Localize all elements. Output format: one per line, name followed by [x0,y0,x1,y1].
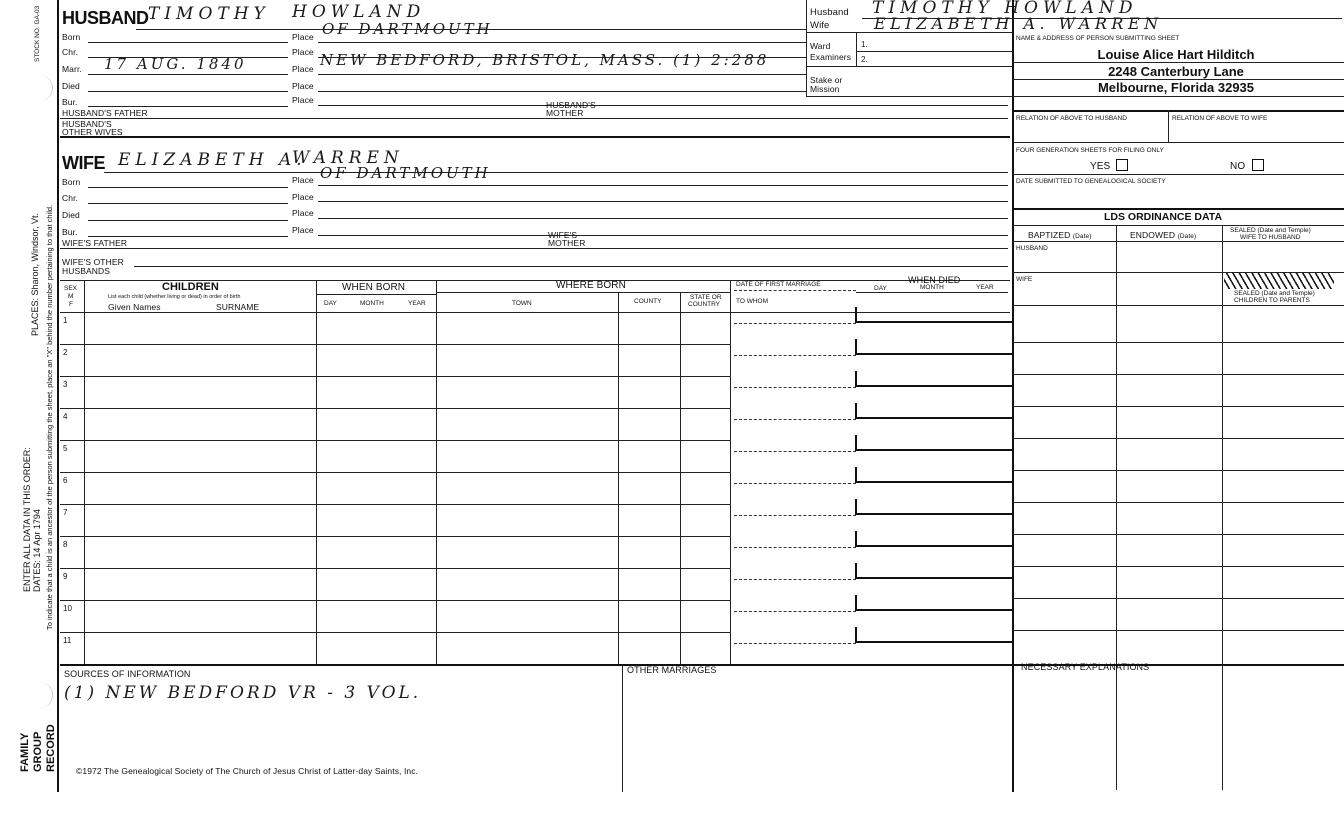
lds-header-line [1012,241,1344,242]
ward-divider [856,32,857,66]
ward-wife-value[interactable]: ELIZABETH A. WARREN [874,14,1163,33]
born-year-label: YEAR [408,300,426,307]
sealed-label-1: SEALED (Date and Temple) [1230,227,1311,234]
lds-title-line [1012,225,1344,226]
wife-other-husbands-label-2: HUSBANDS [62,266,111,276]
sources-label: SOURCES OF INFORMATION [64,669,191,679]
examiner-1-number: 1. [861,40,868,49]
husband-heading: HUSBAND [62,8,149,28]
wife-born-label: Born [62,177,81,187]
submitter-label: NAME & ADDRESS OF PERSON SUBMITTING SHEET [1016,35,1180,42]
yes-checkbox[interactable] [1116,159,1128,171]
wife-chr-place-line [318,201,1008,202]
child-died-box[interactable] [855,499,1012,515]
wife-bur-line [88,236,288,237]
other-marriages-label: OTHER MARRIAGES [627,665,717,675]
submitter-city[interactable]: Melbourne, Florida 32935 [1097,80,1255,95]
lds-row-line [1012,630,1344,631]
baptized-text: BAPTIZED [1028,230,1071,240]
husband-marr-place-label: Place [292,64,314,74]
lds-row-line [1012,374,1344,375]
child-row-line [60,440,730,441]
husband-given-name[interactable]: TIMOTHY [148,4,270,24]
child-marriage-dash [734,483,856,484]
state-label-2: COUNTRY [688,301,721,308]
lds-top [1012,208,1344,210]
examiners-label: Examiners [810,52,852,62]
endowed-label [1130,231,1196,241]
child-row-number: 3 [63,380,68,389]
husband-marr-label: Marr. [62,64,82,74]
child-row-line [60,472,730,473]
lds-children-header-line [1012,305,1344,306]
child-marriage-dash [734,579,856,580]
child-row-line [60,344,730,345]
child-row-number: 11 [63,636,72,645]
born-day-label: DAY [324,300,337,307]
child-row-line [60,536,730,537]
wife-name-line [104,172,1008,173]
lds-row-line [1012,342,1344,343]
husband-other-wives-label-1: HUSBAND'S [62,119,112,129]
lds-row-line [1012,598,1344,599]
husband-chr-label: Chr. [62,47,78,57]
wife-father-label: WIFE'S FATHER [62,238,128,248]
to-whom-label: TO WHOM [736,298,769,305]
relation-top [1012,110,1344,112]
child-row-number: 7 [63,508,68,517]
baptized-date-label: (Date) [1072,233,1092,240]
child-row-number: 4 [63,412,68,421]
lds-row-line [1012,438,1344,439]
husband-born-place-line [318,42,806,43]
lds-row-line [1012,406,1344,407]
baptized-label [1028,231,1092,241]
children-title: CHILDREN [162,281,219,293]
given-names-label: Given Names [108,302,161,312]
husband-other-wives-label-2: OTHER WIVES [62,127,123,137]
lds-row-line [1012,502,1344,503]
lds-col-1 [1116,225,1117,790]
child-died-box[interactable] [855,371,1012,387]
child-row-line [60,376,730,377]
husband-bur-place-line [318,105,1008,106]
husband-marr-place-line [318,74,806,75]
examiner-2-number: 2. [861,55,868,64]
husband-marr-place[interactable]: NEW BEDFORD, BRISTOL, MASS. (1) 2:288 [320,51,770,69]
wife-died-line [88,220,288,221]
wife-mother-label-1: WIFE'S [548,230,578,240]
left-border [57,0,59,792]
child-row-line [60,568,730,569]
wife-born-place[interactable]: OF DARTMOUTH [320,164,491,182]
child-marriage-dash [734,547,856,548]
four-gen-label: FOUR GENERATION SHEETS FOR FILING ONLY [1016,147,1164,154]
child-marriage-dash [734,323,856,324]
wife-died-label: Died [62,210,80,220]
sex-m-label: M [68,293,74,300]
when-died-label: WHEN DIED [908,275,961,285]
lds-wife-label: WIFE [1016,276,1033,283]
husband-died-line [88,91,288,92]
husband-bur-label: Bur. [62,97,78,107]
mission-label: Mission [810,84,840,94]
wife-born-place-label: Place [292,175,314,185]
wife-surname[interactable]: WARREN [292,148,404,168]
child-row-line [60,600,730,601]
relation-divider [1168,110,1169,142]
places-note: PLACES: Sharon, Windsor, Vt. [30,212,40,336]
col-county [680,292,681,664]
submitter-name[interactable]: Louise Alice Hart Hilditch [1097,47,1255,62]
wife-given-name[interactable]: ELIZABETH A. [118,150,307,170]
wife-chr-label: Chr. [62,193,78,203]
sealed-label-2: WIFE TO HUSBAND [1240,234,1301,241]
ward-husband-label: Husband [810,7,849,18]
wife-other-husbands-label-1: WIFE'S OTHER [62,257,124,267]
sex-label: SEX [64,285,78,292]
died-day-label: DAY [874,285,887,292]
husband-chr-place-label: Place [292,47,314,57]
stake-label: Stake or [810,75,843,85]
sealed-hatch [1224,273,1334,289]
child-died-box[interactable] [855,467,1012,483]
child-row-line [60,504,730,505]
wife-born-line [88,187,288,188]
child-died-box[interactable] [855,435,1012,451]
stock-number: STOCK NO. GA-03 [34,5,41,62]
child-row-line [60,408,730,409]
child-died-box[interactable] [855,563,1012,579]
child-row-line [60,632,730,633]
husband-section-bottom [60,136,1010,138]
sex-f-label: F [69,301,73,308]
wife-mother-label-2: MOTHER [548,238,586,248]
first-marriage-label: DATE OF FIRST MARRIAGE [736,281,821,288]
child-died-box[interactable] [855,339,1012,355]
wife-bur-place-line [318,235,1008,236]
husband-bur-place-label: Place [292,95,314,105]
husband-born-label: Born [62,32,81,42]
lds-title: LDS ORDINANCE DATA [1104,211,1223,223]
sources-value[interactable]: (1) NEW BEDFORD VR - 3 VOL. [64,683,422,703]
child-row-number: 2 [63,348,68,357]
child-died-box[interactable] [855,627,1012,643]
where-born-line [436,292,730,293]
lds-row-line [1012,566,1344,567]
sealed-children-label-2: CHILDREN TO PARENTS [1234,297,1310,304]
examiners-line [806,66,1012,67]
children-instruction: List each child (whether living or dead) in order of birth [108,294,241,300]
submitter-street[interactable]: 2248 Canterbury Lane [1108,64,1244,79]
endowed-date-label: (Date) [1177,233,1197,240]
first-marriage-dash [734,290,856,291]
necessary-explanations-label: NECESSARY EXPLANATIONS [1021,662,1150,672]
husband-died-place-label: Place [292,81,314,91]
no-label: NO [1230,161,1246,172]
submitter-line-1 [1012,62,1344,63]
husband-mother-label-1: HUSBAND'S [546,100,596,110]
child-row-number: 8 [63,540,68,549]
husband-surname[interactable]: HOWLAND [292,2,426,22]
child-row-number: 1 [63,316,68,325]
county-label: COUNTY [634,298,662,305]
lds-husband-label: HUSBAND [1016,245,1048,252]
dates-note: DATES: 14 Apr 1794 [32,509,42,592]
born-month-label: MONTH [360,300,384,307]
ward-wife-label: Wife [810,20,830,31]
died-year-label: YEAR [976,284,994,291]
endowed-text: ENDOWED [1130,230,1176,240]
wife-chr-place-label: Place [292,192,314,202]
child-died-box[interactable] [855,595,1012,611]
ward-wife-line [806,32,1012,33]
child-row-number: 9 [63,572,68,581]
ward-line [856,51,1012,52]
husband-born-place[interactable]: OF DARTMOUTH [322,20,493,38]
submitter-line-3 [1012,96,1344,97]
husband-bur-line [88,106,288,107]
husband-died-place-line [318,91,806,92]
when-born-label: WHEN BORN [342,282,406,293]
record-title-2: GROUP [32,731,44,772]
wife-died-place-label: Place [292,208,314,218]
husband-marr-line [88,74,288,75]
died-month-label: MONTH [920,284,944,291]
copyright: ©1972 The Genealogical Society of The Church of Jesus Christ of Latter-day Saints, Inc. [76,766,419,776]
husband-marr-date[interactable]: 17 AUG. 1840 [104,55,247,73]
lds-col-2 [1222,225,1223,790]
punch-hole-top [38,75,53,101]
record-title-3: RECORD [45,724,57,772]
wife-died-place-line [318,218,1008,219]
child-marriage-dash [734,451,856,452]
enter-all-note: ENTER ALL DATA IN THIS ORDER: [22,447,32,592]
wife-father-line [60,248,1008,249]
no-checkbox[interactable] [1252,159,1264,171]
husband-mother-label-2: MOTHER [546,108,584,118]
right-panel-border [1012,0,1014,792]
child-marriage-dash [734,515,856,516]
sealed-children-label-1: SEALED (Date and Temple) [1234,290,1315,297]
lds-row-line [1012,534,1344,535]
child-died-box[interactable] [855,403,1012,419]
wife-other-husbands-line [134,266,1008,267]
child-died-box[interactable] [855,307,1012,323]
punch-hole-bottom [38,682,53,708]
lds-row-line [1012,470,1344,471]
col-town [618,292,619,664]
wife-bur-label: Bur. [62,227,78,237]
four-gen-bottom [1012,174,1344,175]
husband-born-place-label: Place [292,32,314,42]
husband-born-line [88,42,288,43]
other-marriages-divider [622,664,623,792]
child-marriage-dash [734,643,856,644]
ward-husband-value[interactable]: TIMOTHY HOWLAND [872,0,1138,18]
child-row-number: 10 [63,604,72,613]
child-marriage-dash [734,355,856,356]
husband-name-line [136,29,806,30]
yes-label: YES [1090,161,1111,172]
relation-wife-label: RELATION OF ABOVE TO WIFE [1172,115,1268,122]
husband-died-label: Died [62,81,80,91]
state-label-1: STATE OR [690,294,722,301]
when-born-line [316,294,436,295]
surname-label: SURNAME [216,302,260,312]
ward-label: Ward [810,41,831,51]
child-marriage-dash [734,419,856,420]
child-marriage-dash [734,611,856,612]
relation-husband-label: RELATION OF ABOVE TO HUSBAND [1016,115,1127,122]
date-submitted-label: DATE SUBMITTED TO GENEALOGICAL SOCIETY [1016,178,1166,185]
wife-heading: WIFE [62,153,105,173]
husband-father-label: HUSBAND'S FATHER [62,108,148,118]
husband-father-line [60,118,1008,119]
when-died-line [856,292,1008,293]
child-marriage-dash [734,387,856,388]
town-label: TOWN [512,300,532,307]
child-row-number: 5 [63,444,68,453]
col-state [730,280,731,664]
relation-bottom [1012,142,1344,143]
ward-box-bottom [806,96,1012,97]
ancestor-instruction: To indicate that a child is an ancestor of the person submitting the sheet, place an "X" behind the number pertaining to that child. [45,204,54,630]
wife-born-place-line [318,185,1008,186]
where-born-label: WHERE BORN [556,280,626,291]
ward-left-border [806,0,807,97]
child-row-number: 6 [63,476,68,485]
wife-bur-place-label: Place [292,225,314,235]
child-died-box[interactable] [855,531,1012,547]
record-title-1: FAMILY [19,732,31,772]
wife-chr-line [88,203,288,204]
